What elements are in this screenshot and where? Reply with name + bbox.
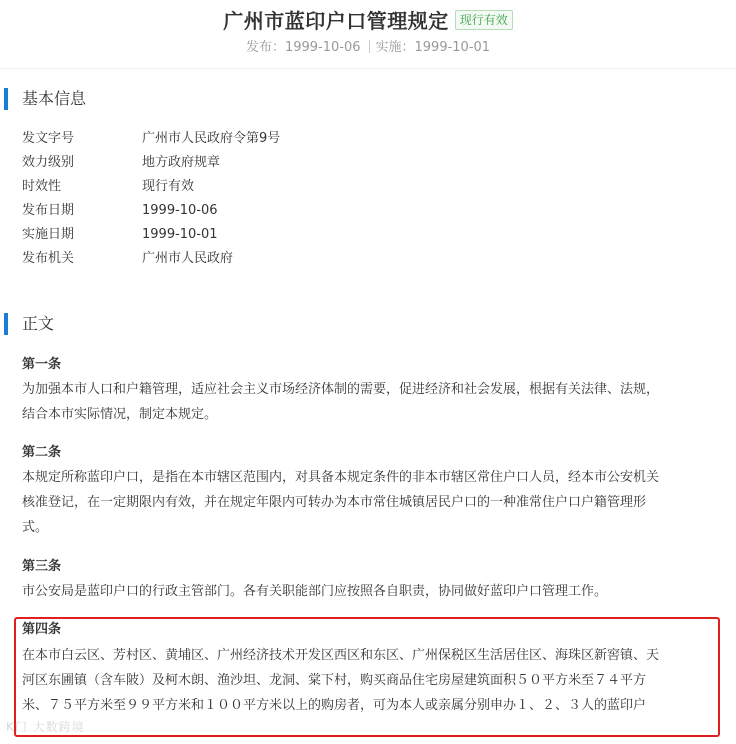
section-accent-bar xyxy=(4,88,8,110)
section-title: 正文 xyxy=(22,314,55,333)
info-label: 实施日期 xyxy=(22,227,75,242)
date-meta xyxy=(0,36,736,55)
article-title: 第一条 xyxy=(22,357,62,372)
header-divider xyxy=(0,68,736,69)
article-title: 第三条 xyxy=(22,559,62,574)
article-line: 米、７５平方米至９９平方米和１００平方米以上的购房者，可为本人或亲属分别申办１、２、３人的蓝印户 xyxy=(22,698,647,713)
status-badge: 现行有效 xyxy=(455,10,513,30)
watermark: K门 大数跨境 xyxy=(6,720,85,734)
info-value: 1999-10-01 xyxy=(142,227,218,242)
info-value: 现行有效 xyxy=(142,179,195,194)
article-title: 第四条 xyxy=(22,622,62,637)
meta-divider xyxy=(369,40,370,53)
info-label: 发文字号 xyxy=(22,131,75,146)
article-title: 第二条 xyxy=(22,445,62,460)
title-row xyxy=(0,5,736,34)
article-line: 在本市白云区、芳村区、黄埔区、广州经济技术开发区西区和东区、广州保税区生活居住区、海珠区新窖镇、天 xyxy=(22,648,660,663)
article-line: 结合本市实际情况，制定本规定。 xyxy=(22,407,218,422)
info-label: 发布日期 xyxy=(22,203,75,218)
article-text xyxy=(22,377,716,427)
article-line: 河区东圃镇（含车陂）及柯木朗、渔沙坦、龙洞、棠下村，购买商品住宅房屋建筑面积５０平方米至７４平方 xyxy=(22,673,647,688)
article-line: 核准登记，在一定期限内有效，并在规定年限内可转办为本市常住城镇居民户口的一种准常住户口户籍管理形 xyxy=(22,495,647,510)
page-title: 广州市蓝印户口管理规定 xyxy=(223,9,449,33)
info-value: 1999-10-06 xyxy=(142,203,218,218)
article-line: 本规定所称蓝印户口，是指在本市辖区范围内，对具备本规定条件的非本市辖区常住户口人员，经本市公安机关 xyxy=(22,470,660,485)
body-heading xyxy=(0,312,736,336)
section-accent-bar xyxy=(4,313,8,335)
section-title: 基本信息 xyxy=(22,89,87,108)
article-text xyxy=(22,465,716,540)
publish-date: 发布：1999-10-06 xyxy=(245,40,361,55)
info-value: 地方政府规章 xyxy=(142,155,221,170)
info-label: 发布机关 xyxy=(22,251,75,266)
article-line: 式。 xyxy=(22,520,49,535)
article-text xyxy=(22,643,716,718)
article-line: 市公安局是蓝印户口的行政主管部门。各有关职能部门应按照各自职责，协同做好蓝印户口管理工作。 xyxy=(22,584,608,599)
info-value: 广州市人民政府令第9号 xyxy=(142,131,281,146)
document-header xyxy=(0,0,736,60)
info-label: 时效性 xyxy=(22,179,62,194)
info-label: 效力级别 xyxy=(22,155,75,170)
article-text xyxy=(22,579,716,604)
info-value: 广州市人民政府 xyxy=(142,251,234,266)
article-line: 为加强本市人口和户籍管理，适应社会主义市场经济体制的需要，促进经济和社会发展，根据有关法律、法规， xyxy=(22,382,660,397)
basic-info-heading xyxy=(0,87,736,111)
effective-date: 实施：1999-10-01 xyxy=(375,40,491,55)
